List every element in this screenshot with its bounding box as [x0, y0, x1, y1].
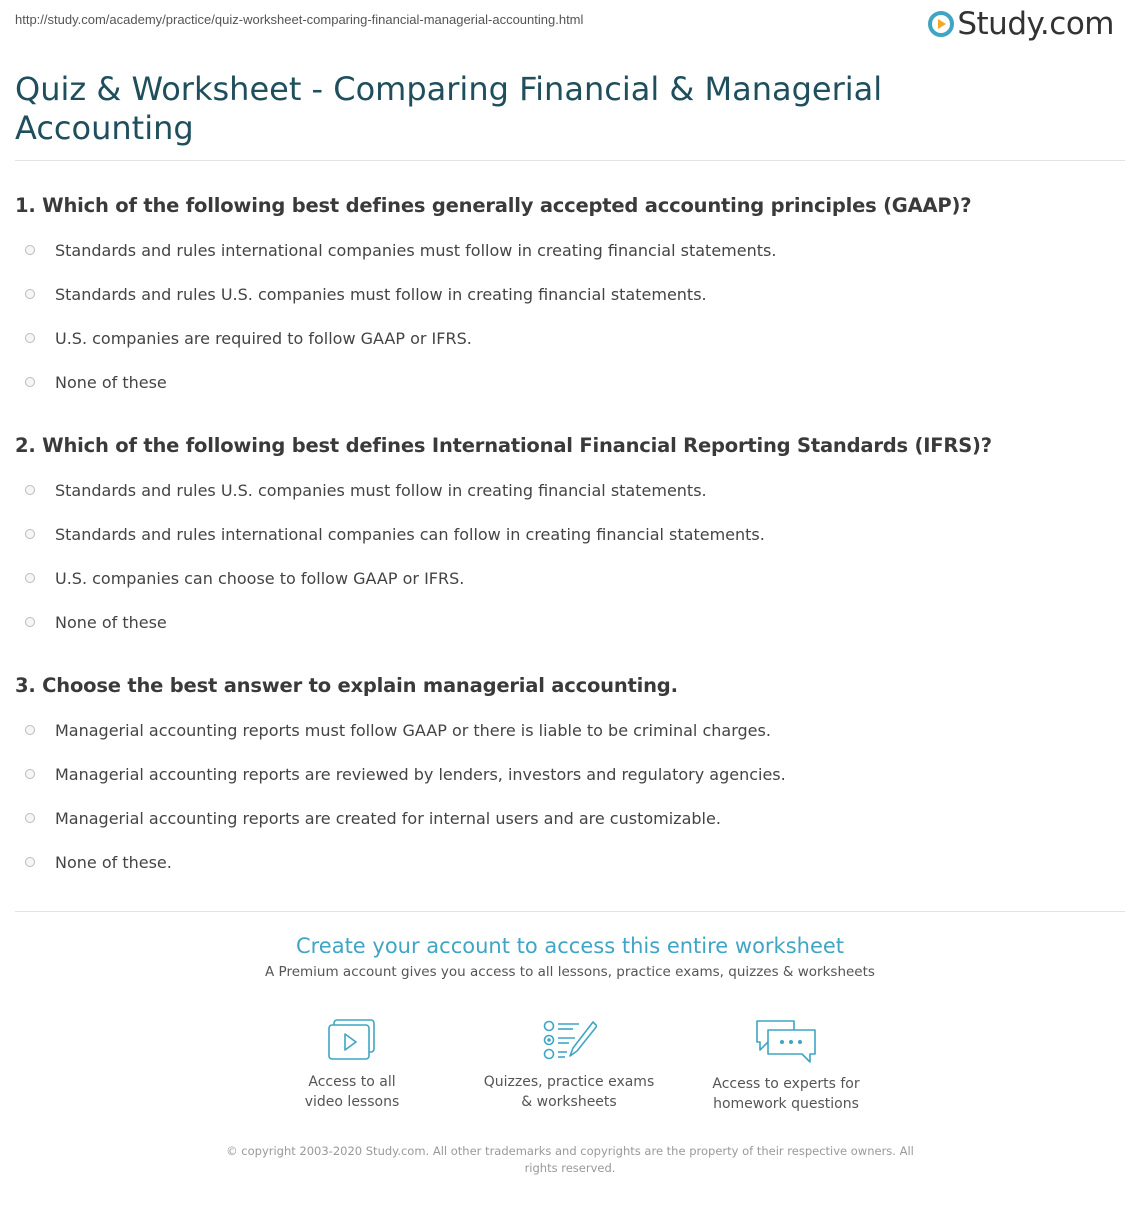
chat-bubbles-icon [754, 1018, 818, 1064]
study-logo[interactable] [928, 6, 1114, 42]
answer-option[interactable] [15, 796, 1125, 840]
page-title: Quiz & Worksheet - Comparing Financial & Managerial Accounting [15, 70, 883, 147]
feature-video-lessons [252, 1018, 452, 1112]
radio-button[interactable] [25, 289, 35, 299]
question-2 [15, 434, 1125, 644]
answer-option[interactable] [15, 556, 1125, 600]
divider [15, 160, 1125, 161]
feature-label-line: video lessons [304, 1094, 400, 1110]
feature-experts [686, 1018, 886, 1114]
option-label: Standards and rules international companies must follow in creating financial statements. [55, 240, 777, 260]
cta-subtitle: A Premium account gives you access to all lessons, practice exams, quizzes & worksheets [265, 964, 875, 980]
radio-button[interactable] [25, 485, 35, 495]
radio-button[interactable] [25, 857, 35, 867]
signup-cta [0, 934, 1140, 980]
radio-button[interactable] [25, 333, 35, 343]
answer-option[interactable] [15, 512, 1125, 556]
option-label: Standards and rules U.S. companies must follow in creating financial statements. [55, 284, 707, 304]
answer-option[interactable] [15, 272, 1125, 316]
feature-label-line: Access to all [308, 1074, 396, 1090]
play-circle-icon [928, 11, 954, 37]
radio-button[interactable] [25, 813, 35, 823]
question-1 [15, 194, 1125, 404]
option-label: U.S. companies can choose to follow GAAP or IFRS. [55, 568, 465, 588]
option-label: U.S. companies are required to follow GAAP or IFRS. [55, 328, 472, 348]
divider [15, 911, 1125, 912]
option-label: Managerial accounting reports are reviewed by lenders, investors and regulatory agencies. [55, 764, 786, 784]
feature-label-line: Quizzes, practice exams [483, 1074, 655, 1090]
option-label: None of these. [55, 852, 172, 872]
feature-label [252, 1072, 452, 1112]
question-text: 1. Which of the following best defines generally accepted accounting principles (GAAP)? [15, 194, 972, 217]
feature-label [469, 1072, 669, 1112]
feature-label-line: homework questions [713, 1096, 859, 1112]
copyright-footer: © copyright 2003-2020 Study.com. All other trademarks and copyrights are the property of their respective owners. All rights reserved. [226, 1144, 914, 1175]
feature-label-line: Access to experts for [712, 1076, 860, 1092]
answer-option[interactable] [15, 360, 1125, 404]
radio-button[interactable] [25, 529, 35, 539]
question-text: 3. Choose the best answer to explain managerial accounting. [15, 674, 678, 697]
logo-text: Study.com [957, 6, 1114, 42]
answer-option[interactable] [15, 468, 1125, 512]
feature-label [686, 1074, 886, 1114]
answer-option[interactable] [15, 600, 1125, 644]
answer-option[interactable] [15, 708, 1125, 752]
answer-option[interactable] [15, 228, 1125, 272]
answer-option[interactable] [15, 840, 1125, 884]
radio-button[interactable] [25, 769, 35, 779]
radio-button[interactable] [25, 725, 35, 735]
question-text: 2. Which of the following best defines International Financial Reporting Standards (IFRS)? [15, 434, 992, 457]
option-label: Managerial accounting reports are created for internal users and are customizable. [55, 808, 721, 828]
quiz-checklist-icon [541, 1018, 597, 1062]
answer-option[interactable] [15, 752, 1125, 796]
cta-title-link[interactable]: Create your account to access this entire worksheet [295, 934, 845, 958]
option-label: Managerial accounting reports must follow GAAP or there is liable to be criminal charges. [55, 720, 771, 740]
video-lessons-icon [326, 1018, 378, 1062]
option-label: None of these [55, 612, 167, 632]
feature-quizzes [469, 1018, 669, 1112]
radio-button[interactable] [25, 617, 35, 627]
option-label: None of these [55, 372, 167, 392]
option-label: Standards and rules U.S. companies must follow in creating financial statements. [55, 480, 707, 500]
feature-label-line: & worksheets [521, 1094, 617, 1110]
radio-button[interactable] [25, 377, 35, 387]
radio-button[interactable] [25, 245, 35, 255]
question-3 [15, 674, 1125, 884]
page-url: http://study.com/academy/practice/quiz-worksheet-comparing-financial-managerial-accounting.html [15, 12, 584, 27]
radio-button[interactable] [25, 573, 35, 583]
option-label: Standards and rules international companies can follow in creating financial statements. [55, 524, 765, 544]
answer-option[interactable] [15, 316, 1125, 360]
